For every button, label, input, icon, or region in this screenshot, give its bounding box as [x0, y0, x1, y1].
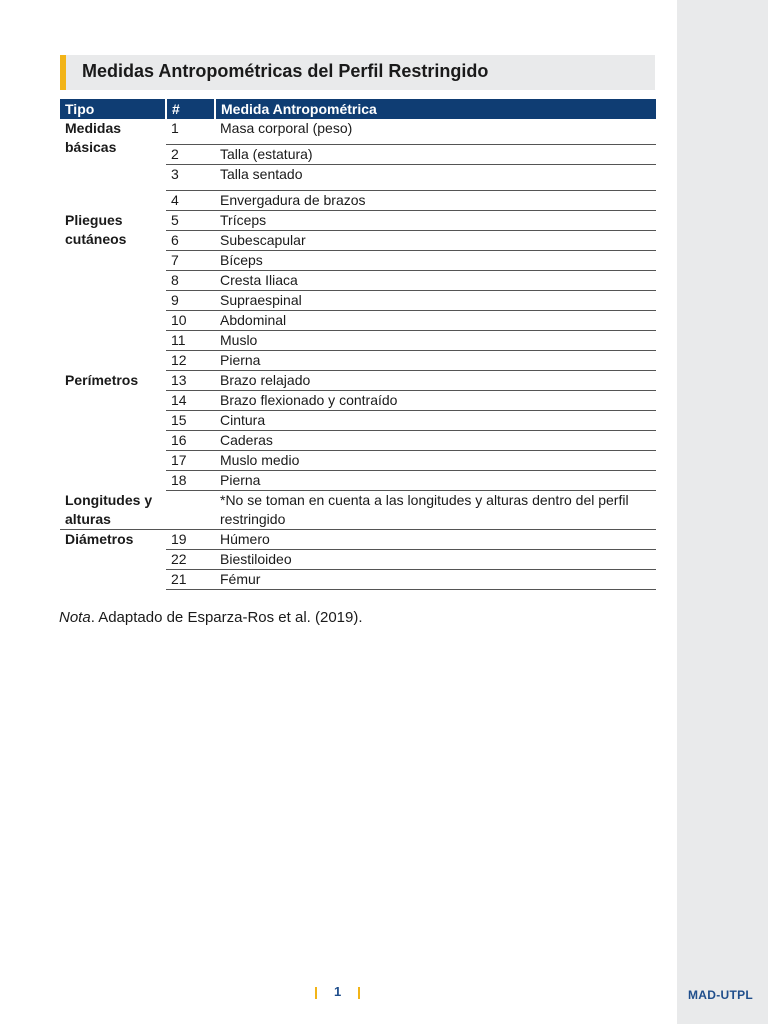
cell-number: 9 — [166, 291, 215, 311]
cell-medida: Talla (estatura) — [215, 145, 656, 165]
cell-number: 3 — [166, 165, 215, 191]
cell-number: 1 — [166, 119, 215, 145]
medida-text: *No se toman en cuenta a las longitudes y alturas dentro del perfil — [220, 492, 629, 508]
tipo-text: Longitudes y — [65, 491, 153, 508]
cell-number: 16 — [166, 431, 215, 451]
cell-number: 13 — [166, 371, 215, 391]
cell-medida: Muslo medio — [215, 451, 656, 471]
cell-medida: Húmero — [215, 530, 656, 550]
tipo-text: Diámetros — [65, 531, 134, 547]
pager-right-bar — [358, 987, 360, 999]
cell-number — [166, 491, 215, 530]
table-row — [60, 211, 656, 231]
cell-medida — [215, 491, 656, 530]
cell-number: 6 — [166, 231, 215, 251]
cell-medida: Tríceps — [215, 211, 656, 231]
cell-number: 7 — [166, 251, 215, 271]
tipo-text: alturas — [65, 510, 111, 527]
cell-medida: Brazo relajado — [215, 371, 656, 391]
table-note — [59, 609, 363, 626]
cell-tipo — [60, 211, 166, 371]
cell-medida: Caderas — [215, 431, 656, 451]
medida-text: restringido — [220, 511, 286, 527]
cell-tipo — [60, 119, 166, 211]
table-body — [60, 119, 656, 590]
cell-medida: Cresta Iliaca — [215, 271, 656, 291]
cell-medida: Cintura — [215, 411, 656, 431]
cell-medida: Pierna — [215, 351, 656, 371]
title-accent-bar — [60, 55, 66, 90]
cell-number: 22 — [166, 550, 215, 570]
header-tipo: Tipo — [60, 99, 166, 119]
tipo-text: Medidas — [65, 120, 122, 136]
cell-medida: Pierna — [215, 471, 656, 491]
table-row — [60, 530, 656, 550]
cell-medida: Subescapular — [215, 231, 656, 251]
table-row — [60, 491, 656, 530]
table-row — [60, 371, 656, 391]
cell-number: 18 — [166, 471, 215, 491]
cell-medida: Muslo — [215, 331, 656, 351]
cell-number: 21 — [166, 570, 215, 590]
cell-medida: Abdominal — [215, 311, 656, 331]
cell-number: 17 — [166, 451, 215, 471]
tipo-text: básicas — [65, 139, 117, 155]
note-text: . Adaptado de Esparza-Ros et al. (2019). — [90, 609, 363, 626]
cell-medida: Bíceps — [215, 251, 656, 271]
cell-medida: Biestiloideo — [215, 550, 656, 570]
page-number: 1 — [334, 984, 342, 999]
table-header-row — [60, 99, 656, 119]
cell-number: 10 — [166, 311, 215, 331]
note-label: Nota — [59, 609, 91, 626]
tipo-text: Perímetros — [65, 371, 139, 388]
table-row — [60, 119, 656, 145]
header-medida: Medida Antropométrica — [215, 99, 656, 119]
cell-number: 8 — [166, 271, 215, 291]
right-sidebar — [677, 0, 768, 1024]
cell-number: 12 — [166, 351, 215, 371]
cell-number: 15 — [166, 411, 215, 431]
cell-number: 14 — [166, 391, 215, 411]
tipo-text: cutáneos — [65, 230, 127, 247]
table-title: Medidas Antropométricas del Perfil Restringido — [82, 61, 489, 81]
cell-number: 5 — [166, 211, 215, 231]
cell-tipo — [60, 491, 166, 530]
cell-medida: Fémur — [215, 570, 656, 590]
page-indicator — [312, 984, 364, 1004]
brand-label: MAD-UTPL — [688, 988, 754, 1002]
header-number: # — [166, 99, 215, 119]
cell-medida: Envergadura de brazos — [215, 191, 656, 211]
cell-medida: Brazo flexionado y contraído — [215, 391, 656, 411]
cell-medida: Supraespinal — [215, 291, 656, 311]
cell-medida: Masa corporal (peso) — [215, 119, 656, 145]
cell-medida: Talla sentado — [215, 165, 656, 191]
cell-number: 19 — [166, 530, 215, 550]
cell-number: 4 — [166, 191, 215, 211]
pager-left-bar — [315, 987, 317, 999]
cell-number: 2 — [166, 145, 215, 165]
cell-tipo — [60, 371, 166, 491]
measures-table — [60, 99, 656, 590]
tipo-text: Pliegues — [65, 211, 123, 228]
cell-tipo — [60, 530, 166, 590]
cell-number: 11 — [166, 331, 215, 351]
